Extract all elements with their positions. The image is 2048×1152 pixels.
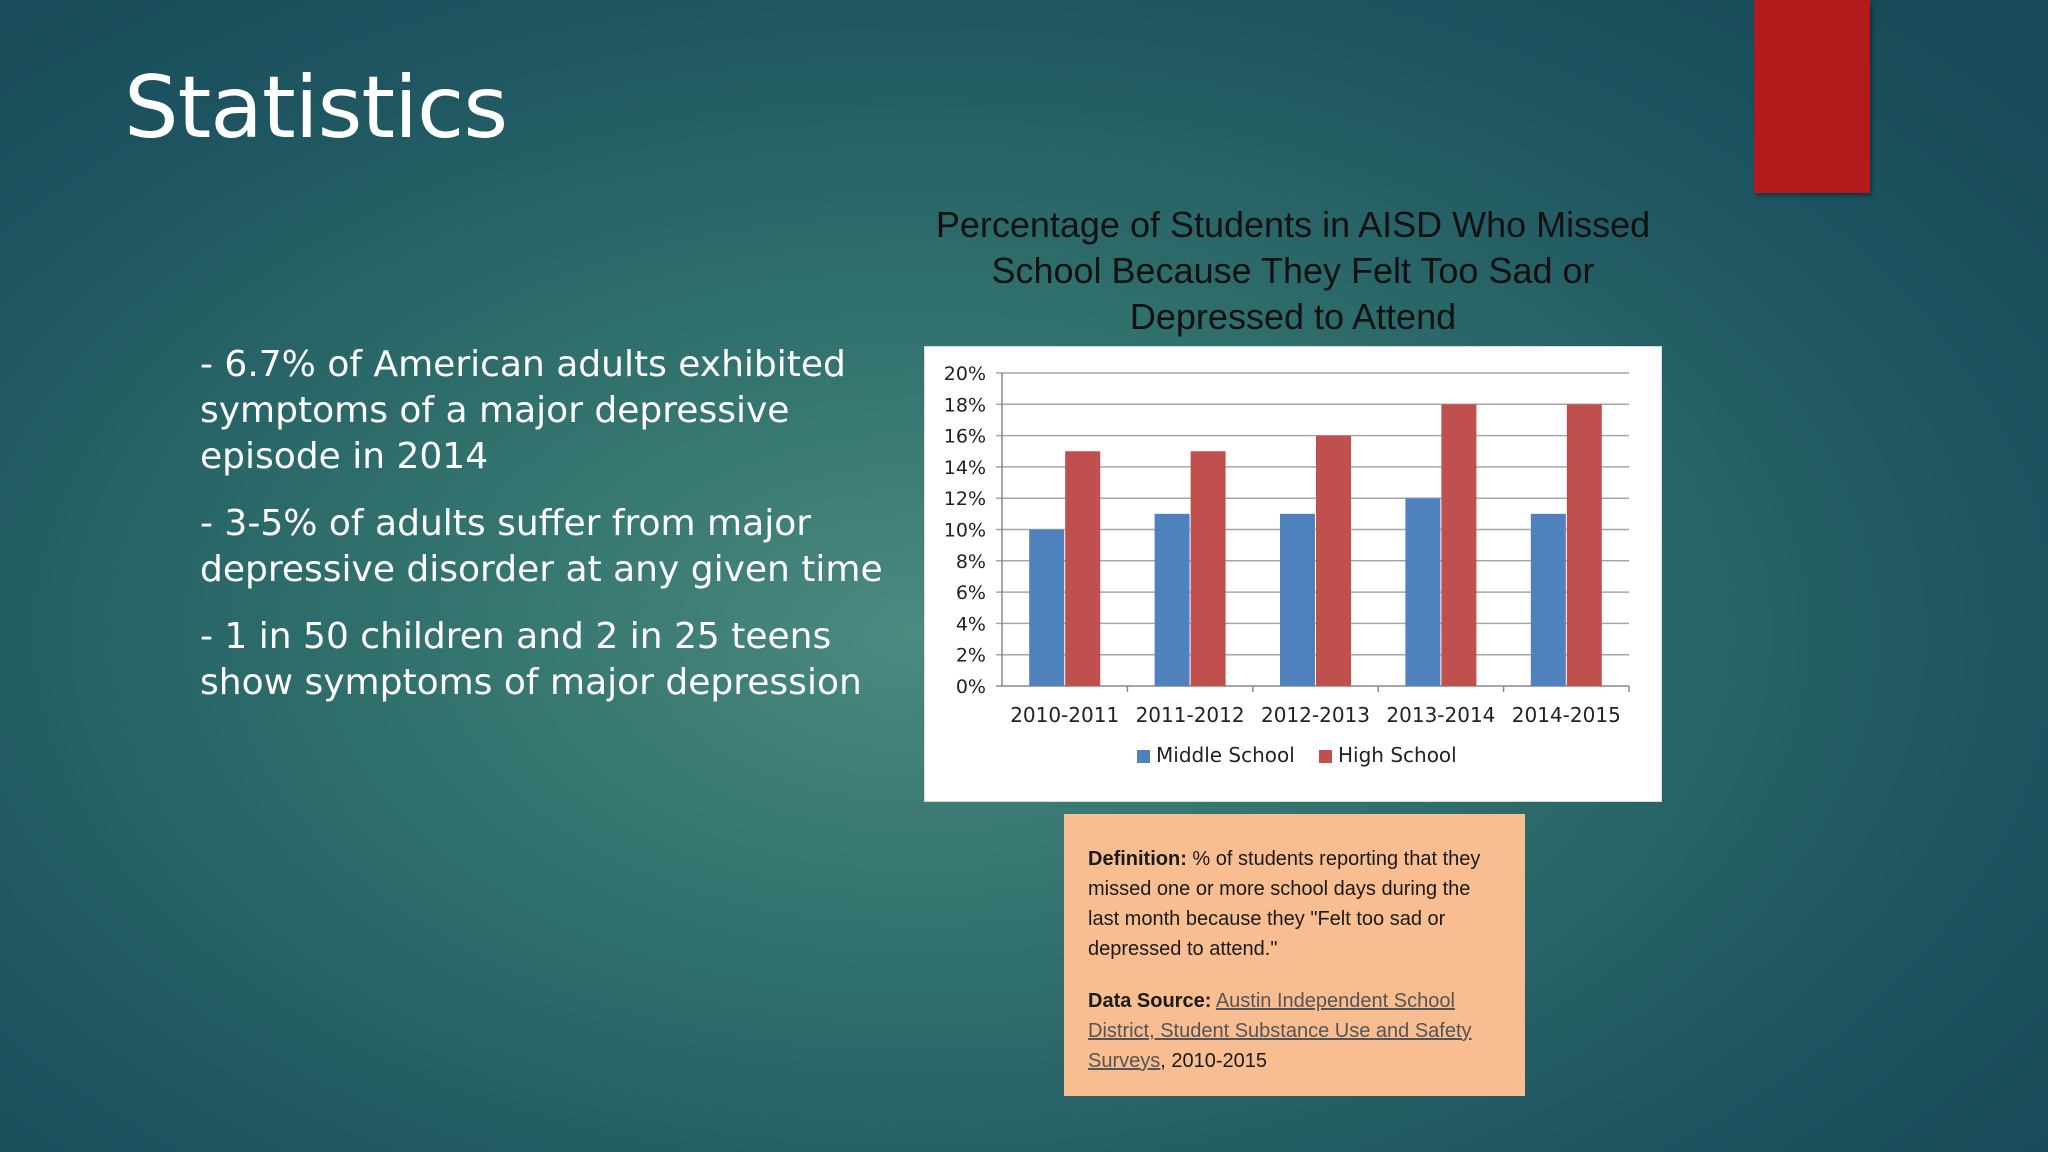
y-tick-label: 20% bbox=[943, 363, 986, 385]
y-tick-label: 6% bbox=[955, 582, 986, 605]
slide-title: Statistics bbox=[124, 58, 508, 158]
chart-title: Percentage of Students in AISD Who Missed School Because They Felt Too Sad or Depressed to Attend bbox=[935, 204, 1651, 337]
bullet-item: - 6.7% of American adults exhibited symptoms of a major depressive episode in 2014 bbox=[200, 344, 846, 477]
bullet-item: - 1 in 50 children and 2 in 25 teens show symptoms of major depression bbox=[200, 616, 862, 703]
bar-chart bbox=[925, 347, 1663, 803]
source-paragraph bbox=[1088, 986, 1503, 1076]
source-link[interactable]: Austin Independent School District, Student Substance Use and Safety Surveys bbox=[1088, 990, 1472, 1072]
bullet-item: - 3-5% of adults suffer from major depressive disorder at any given time bbox=[200, 503, 883, 590]
bar-middle-school bbox=[1029, 530, 1064, 687]
bar-middle-school bbox=[1280, 514, 1315, 686]
x-tick-label: 2014-2015 bbox=[1511, 703, 1621, 727]
legend-label: Middle School bbox=[1156, 743, 1295, 767]
bullet-list bbox=[200, 342, 920, 727]
bar-high-school bbox=[1316, 436, 1351, 686]
bar-high-school bbox=[1191, 451, 1226, 686]
bar-middle-school bbox=[1405, 498, 1440, 686]
y-tick-label: 0% bbox=[955, 676, 986, 698]
x-tick-label: 2010-2011 bbox=[1010, 703, 1120, 727]
y-tick-label: 10% bbox=[943, 519, 986, 542]
bar-middle-school bbox=[1531, 514, 1566, 686]
bar-high-school bbox=[1441, 404, 1476, 686]
y-tick-label: 14% bbox=[943, 456, 986, 479]
definition-label: Definition: bbox=[1088, 848, 1187, 870]
definition-paragraph bbox=[1088, 844, 1503, 964]
bar-high-school bbox=[1567, 404, 1602, 686]
definition-box bbox=[1064, 814, 1525, 1096]
bar-high-school bbox=[1065, 451, 1100, 686]
definition-text: % of students reporting that they missed one or more school days during the last month because they "Felt too sad or depressed to attend." bbox=[1088, 848, 1481, 960]
legend-swatch bbox=[1137, 750, 1150, 763]
chart-frame bbox=[924, 346, 1662, 802]
legend-swatch bbox=[1319, 750, 1332, 763]
y-tick-label: 4% bbox=[955, 613, 986, 636]
x-tick-label: 2011-2012 bbox=[1135, 703, 1245, 727]
legend-label: High School bbox=[1338, 743, 1457, 767]
y-tick-label: 8% bbox=[955, 550, 986, 573]
source-label: Data Source: bbox=[1088, 990, 1212, 1012]
y-tick-label: 2% bbox=[955, 644, 986, 667]
y-tick-label: 12% bbox=[943, 488, 986, 511]
source-suffix: , 2010-2015 bbox=[1160, 1050, 1268, 1072]
bar-middle-school bbox=[1155, 514, 1190, 686]
y-tick-label: 16% bbox=[943, 425, 986, 448]
y-tick-label: 18% bbox=[943, 394, 986, 417]
x-tick-label: 2013-2014 bbox=[1386, 703, 1496, 727]
x-tick-label: 2012-2013 bbox=[1260, 703, 1371, 727]
accent-bar bbox=[1754, 0, 1870, 193]
